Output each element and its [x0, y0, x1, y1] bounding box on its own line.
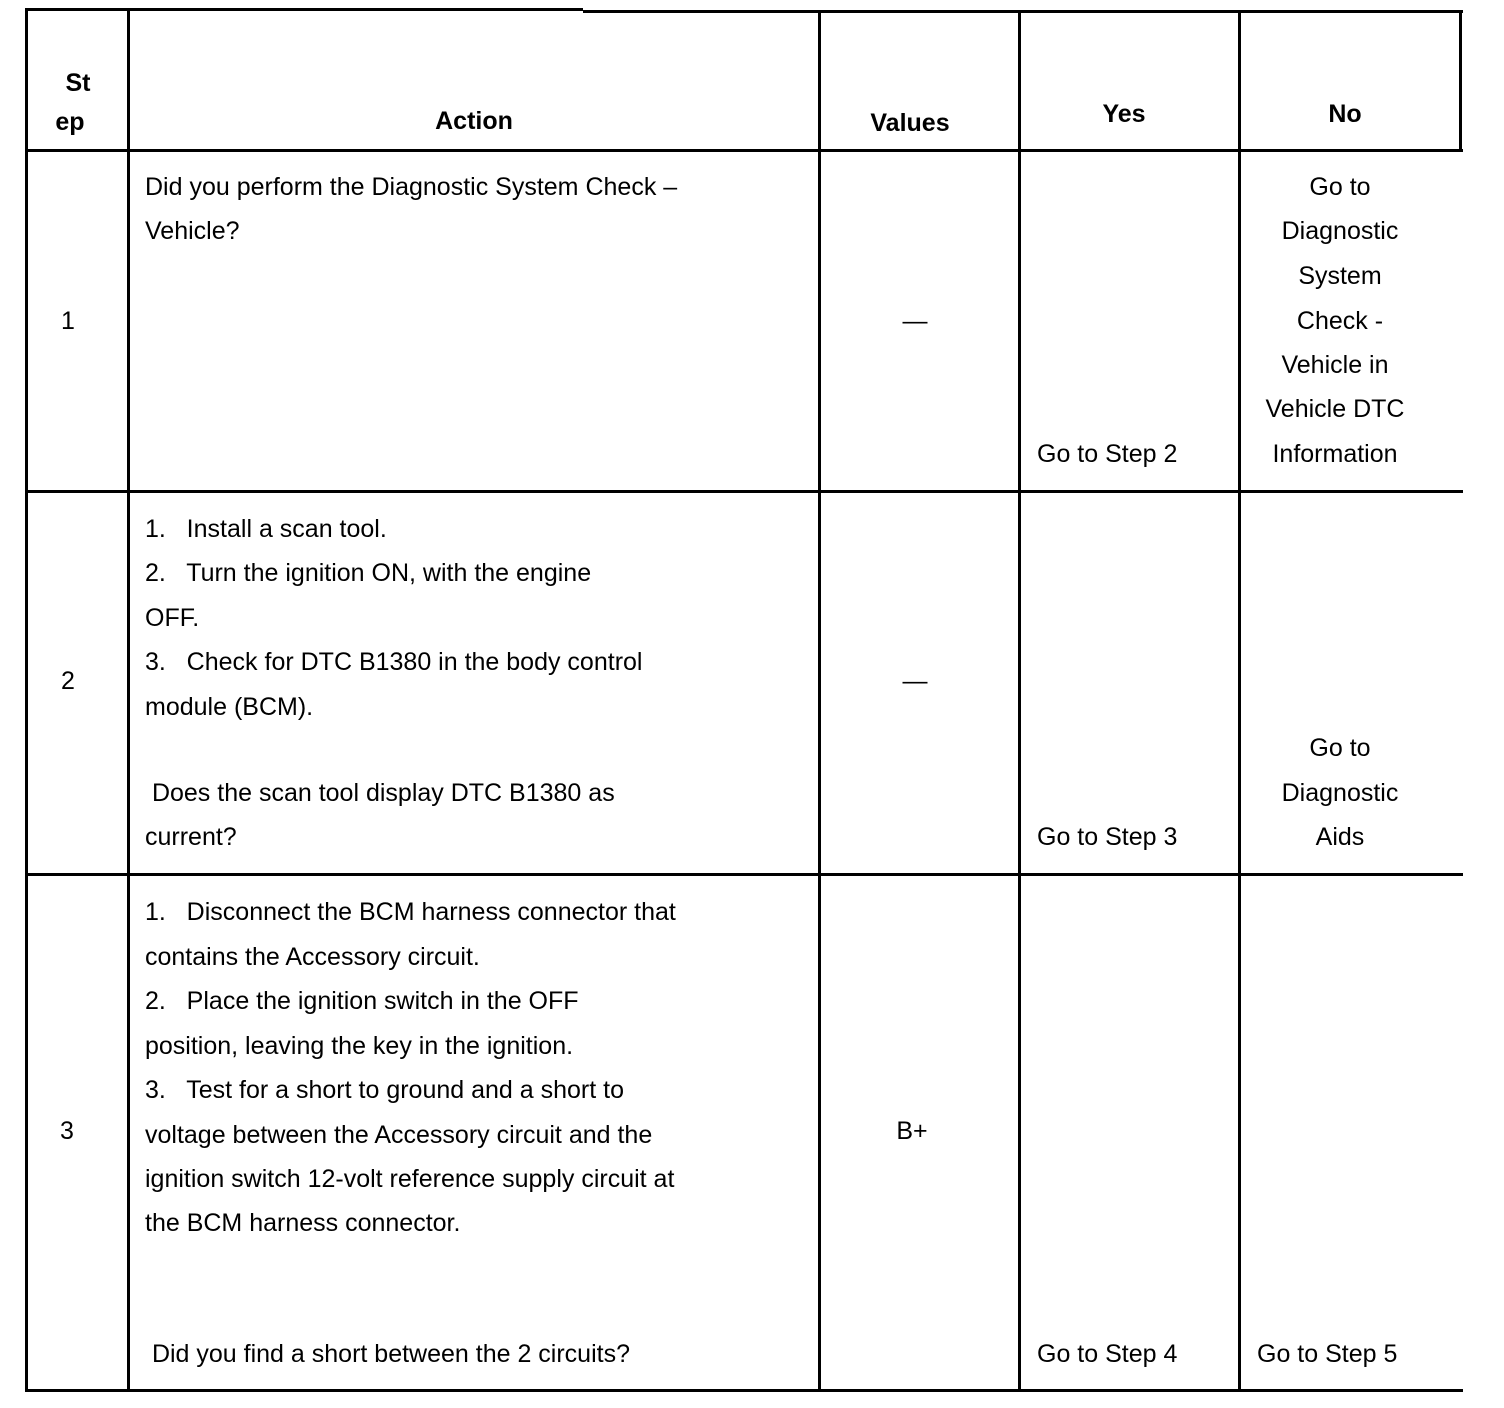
question-line: current?: [145, 823, 237, 851]
table-border-bottom: [26, 1389, 1463, 1392]
header-action: Action: [435, 107, 513, 135]
action-line: contains the Accessory circuit.: [145, 943, 480, 971]
table-border-right: [1459, 10, 1462, 150]
step-number: 2: [61, 667, 75, 695]
values-cell: B+: [896, 1117, 928, 1145]
action-line: 1. Disconnect the BCM harness connector that: [145, 898, 676, 926]
question-line: Did you find a short between the 2 circuits?: [145, 1340, 630, 1368]
action-line: the BCM harness connector.: [145, 1209, 461, 1237]
header-divider: [26, 149, 1463, 152]
header-values: Values: [870, 109, 950, 137]
no-cell-line: Vehicle DTC: [1265, 395, 1405, 423]
action-line: 3. Check for DTC B1380 in the body control: [145, 648, 643, 676]
header-step-line-2: ep: [55, 108, 85, 136]
action-line: 3. Test for a short to ground and a short to: [145, 1076, 624, 1104]
no-cell: Go to Step 5: [1257, 1340, 1398, 1368]
no-cell-line: System: [1298, 262, 1382, 290]
yes-cell: Go to Step 2: [1037, 440, 1178, 468]
action-line: 2. Place the ignition switch in the OFF: [145, 987, 579, 1015]
action-line: position, leaving the key in the ignition.: [145, 1032, 574, 1060]
action-line: 1. Install a scan tool.: [145, 515, 387, 543]
step-number: 3: [60, 1117, 74, 1145]
action-line: module (BCM).: [145, 693, 314, 721]
no-cell-line: Diagnostic: [1281, 779, 1399, 807]
no-cell-line: Go to: [1309, 734, 1371, 762]
action-line: 2. Turn the ignition ON, with the engine: [145, 559, 592, 587]
action-line: voltage between the Accessory circuit and the: [145, 1121, 653, 1149]
no-cell-line: Vehicle in: [1281, 351, 1389, 379]
header-no: No: [1328, 100, 1362, 128]
no-cell-line: Aids: [1315, 823, 1365, 851]
action-line: OFF.: [145, 604, 200, 632]
values-cell: —: [902, 667, 928, 695]
row-divider: [26, 490, 1463, 493]
no-cell-line: Information: [1272, 440, 1398, 468]
question-line: Does the scan tool display DTC B1380 as: [145, 779, 615, 807]
action-line: Did you perform the Diagnostic System Check –: [145, 173, 678, 201]
values-cell: —: [902, 307, 928, 335]
yes-cell: Go to Step 3: [1037, 823, 1178, 851]
table-border-top-right: [583, 10, 1463, 13]
yes-cell: Go to Step 4: [1037, 1340, 1178, 1368]
step-number: 1: [61, 307, 75, 335]
no-cell-line: Check -: [1296, 307, 1384, 335]
no-cell-line: Diagnostic: [1281, 217, 1399, 245]
header-yes: Yes: [1102, 100, 1146, 128]
table-border-top: [26, 8, 583, 11]
action-line: Vehicle?: [145, 217, 240, 245]
header-step-line-1: St: [65, 69, 91, 97]
column-divider: [1018, 10, 1021, 1392]
no-cell-line: Go to: [1309, 173, 1371, 201]
column-divider: [127, 8, 130, 1392]
row-divider: [26, 873, 1463, 876]
action-line: ignition switch 12-volt reference supply circuit at: [145, 1165, 675, 1193]
